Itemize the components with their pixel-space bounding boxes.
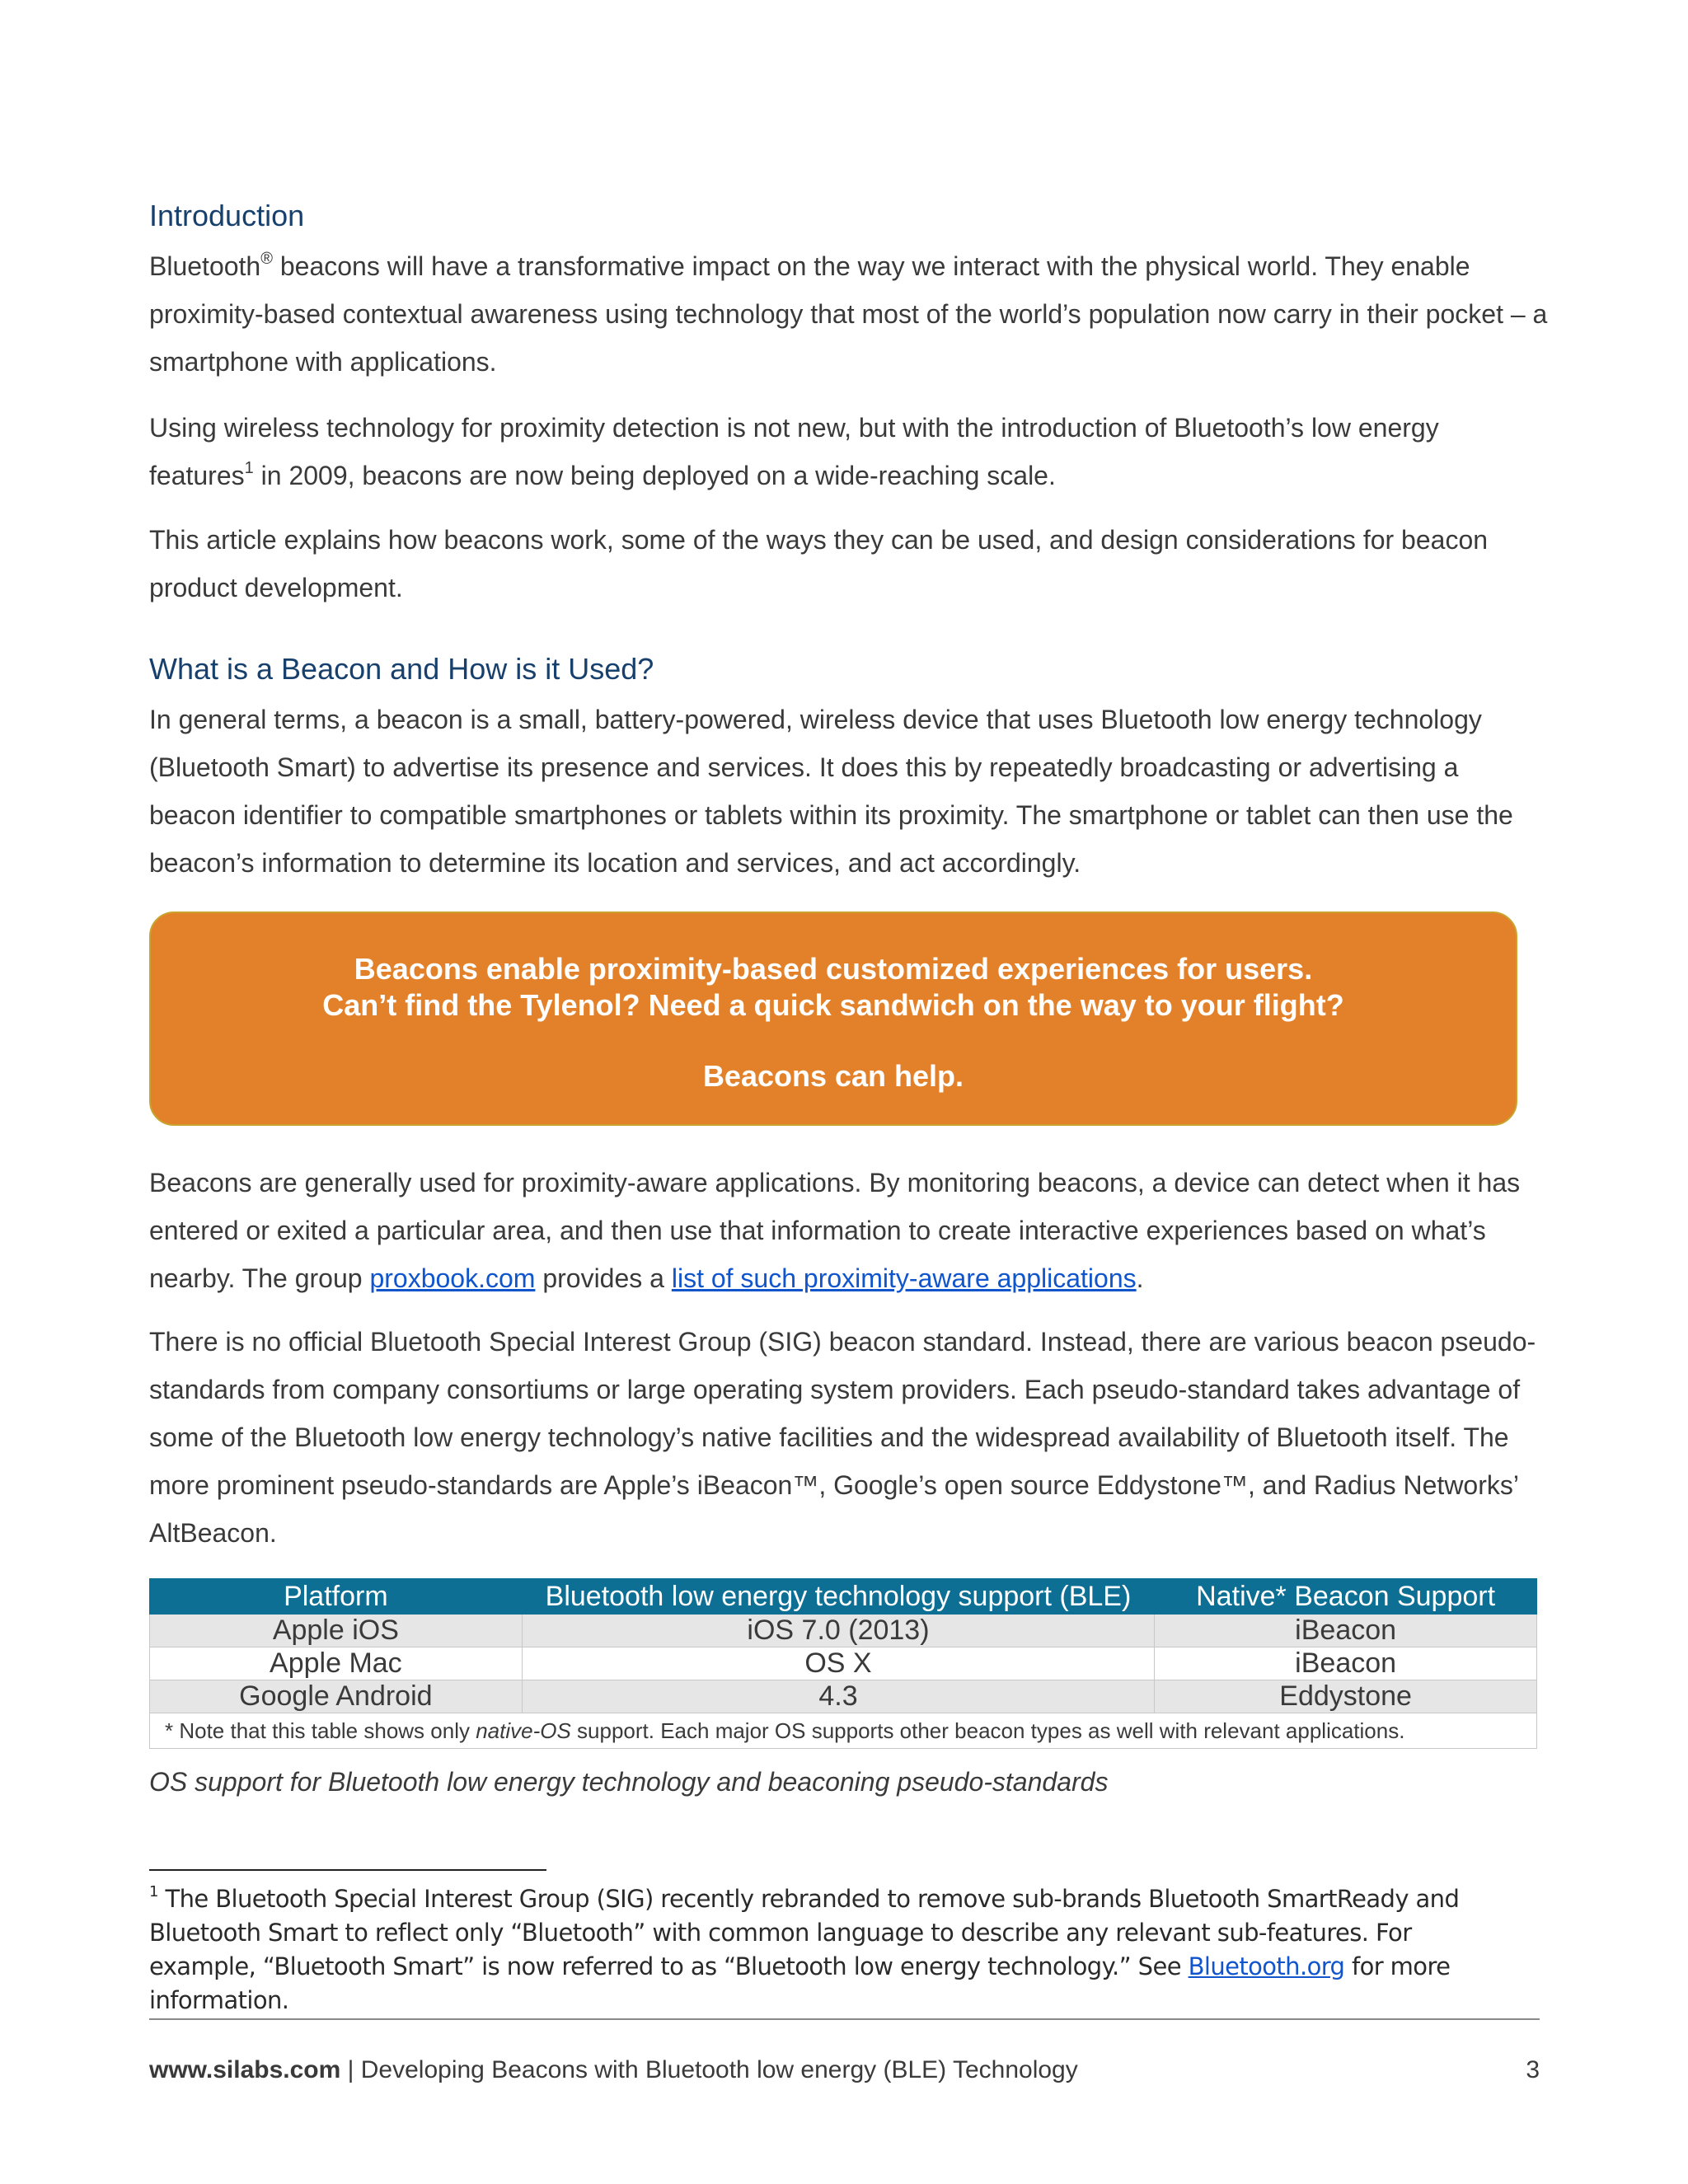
beacon-section-heading: What is a Beacon and How is it Used? — [149, 652, 654, 686]
table-cell: Eddystone — [1155, 1680, 1537, 1713]
table-note-row — [150, 1713, 1537, 1749]
table-row — [150, 1680, 1537, 1713]
usage-paragraph-2: There is no official Bluetooth Special Interest Group (SIG) beacon standard. Instead, there are various beacon pseudo-standards from company consortiums or large operating system providers. Each pseudo-standard takes advantage of some of the Bluetooth low energy technology’s native facilities and the widespread availability of Bluetooth itself. The more prominent pseudo-standards are Apple’s iBeacon™, Google’s open source Eddystone™, and Radius Networks’ AltBeacon. — [149, 1327, 1536, 1548]
text-run: beacons will have a transformative impact on the way we interact with the physical world. They enable proximity-based contextual awareness using technology that most of the world’s population now carry in their pocket – a smartphone with applications. — [149, 251, 1548, 377]
callout-box — [149, 912, 1517, 1126]
intro-paragraph-2 — [149, 404, 1550, 499]
text-run: provides a — [535, 1263, 672, 1293]
text-run: Using wireless technology for proximity detection is not new, but with the introduction of Bluetooth’s low energy features — [149, 413, 1439, 490]
footer-divider — [149, 2018, 1540, 2020]
text-run: . — [1136, 1263, 1144, 1293]
table-cell: 4.3 — [522, 1680, 1155, 1713]
proxbook-link[interactable]: proxbook.com — [369, 1263, 536, 1293]
table-cell: iBeacon — [1155, 1647, 1537, 1680]
callout-line-3: Beacons can help. — [702, 1059, 964, 1093]
intro-paragraph-1 — [149, 242, 1550, 386]
table-caption: OS support for Bluetooth low energy technology and beaconing pseudo-standards — [149, 1767, 1109, 1797]
table-cell: Google Android — [150, 1680, 523, 1713]
text-run: The Bluetooth Special Interest Group (SIG) recently rebranded to remove sub-brands Bluetooth SmartReady and Bluetooth Smart to reflect only “Bluetooth” with common language to describe any relevant sub-features. For example, “Bluetooth Smart” is now referred to as “Bluetooth low energy technology.” See — [149, 1885, 1460, 1980]
footnote — [149, 1882, 1517, 2018]
callout-line-2: Can’t find the Tylenol? Need a quick sandwich on the way to your flight? — [322, 988, 1344, 1022]
table-cell: OS X — [522, 1647, 1155, 1680]
footnote-divider — [149, 1869, 546, 1871]
text-run: Beacons are generally used for proximity-aware applications. By monitoring beacons, a device can detect when it has entered or exited a particular area, and then use that information to create interactive experiences based on what’s nearby. The group — [149, 1168, 1521, 1293]
column-header-platform: Platform — [150, 1579, 523, 1615]
page-number: 3 — [1526, 2056, 1540, 2083]
callout-line-1: Beacons enable proximity-based customized experiences for users. — [354, 952, 1313, 986]
column-header-native-beacon: Native* Beacon Support — [1155, 1579, 1537, 1615]
intro-heading: Introduction — [149, 199, 305, 232]
beacon-section-paragraph: In general terms, a beacon is a small, battery-powered, wireless device that uses Bluetooth low energy technology (Bluetooth Smart) to advertise its presence and services. It does this by repeatedly broadcasting or advertising a beacon identifier to compatible smartphones or tablets within its proximity. The smartphone or tablet can then use the beacon’s information to determine its location and services, and act accordingly. — [149, 705, 1513, 878]
intro-paragraph-3: This article explains how beacons work, some of the ways they can be used, and design considerations for beacon product development. — [149, 525, 1489, 602]
footnote-marker: 1 — [149, 1883, 158, 1901]
table-row — [150, 1615, 1537, 1647]
text-run: for more information. — [149, 1952, 1451, 2014]
text-run: in 2009, beacons are now being deployed on a wide-reaching scale. — [253, 461, 1056, 490]
footer-site: www.silabs.com — [149, 2056, 341, 2083]
registered-mark: ® — [260, 250, 273, 269]
text-run-italic: native-OS — [476, 1718, 571, 1743]
table-cell: Apple Mac — [150, 1647, 523, 1680]
bluetooth-org-link[interactable]: Bluetooth.org — [1188, 1952, 1345, 1980]
table-cell: iOS 7.0 (2013) — [522, 1615, 1155, 1647]
footnote-reference[interactable]: 1 — [244, 459, 254, 478]
table-header-row — [150, 1579, 1537, 1615]
text-run: * Note that this table shows only — [165, 1718, 476, 1743]
footer-title: | Developing Beacons with Bluetooth low energy (BLE) Technology — [340, 2056, 1078, 2083]
applications-list-link[interactable]: list of such proximity-aware applications — [671, 1263, 1137, 1293]
table-row — [150, 1647, 1537, 1680]
text-run: support. Each major OS supports other beacon types as well with relevant applications. — [570, 1718, 1405, 1743]
table-note — [150, 1713, 1537, 1749]
table-cell: iBeacon — [1155, 1615, 1537, 1647]
column-header-ble-support: Bluetooth low energy technology support (BLE) — [522, 1579, 1155, 1615]
text-run: Bluetooth — [149, 251, 261, 281]
table-cell: Apple iOS — [150, 1615, 523, 1647]
usage-paragraph-1 — [149, 1159, 1550, 1302]
page-footer — [149, 2054, 1540, 2087]
os-support-table — [149, 1578, 1537, 1749]
